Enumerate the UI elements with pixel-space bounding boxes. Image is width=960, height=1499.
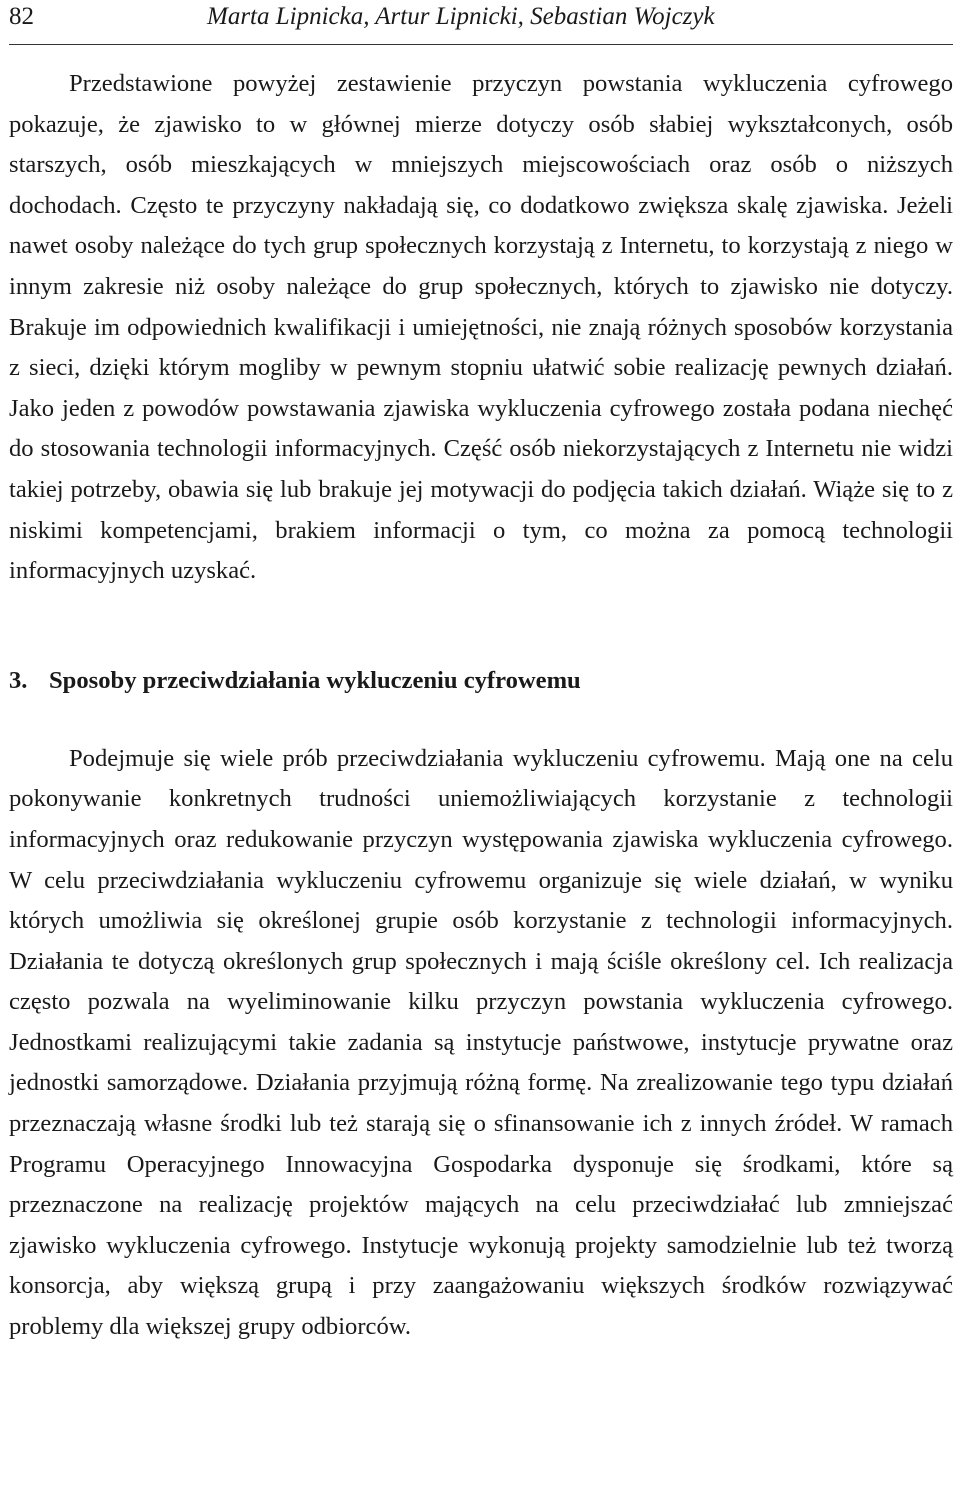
page-number: 82 [9, 3, 34, 30]
running-header [9, 0, 953, 45]
body-paragraph: Podejmuje się wiele prób przeciwdziałania wykluczeniu cyfrowemu. Mają one na celu pokonywanie konkretnych trudności uniemożliwiających korzystanie z technologii informacyjnych oraz redukowanie przyczyn występowania zjawiska wykluczenia cyfrowego. W celu przeciwdziałania wykluczeniu cyfrowemu organizuje się wiele działań, w wyniku których umożliwia się określonej grupie osób korzystanie z technologii informacyjnych. Działania te dotyczą określonych grup społecznych i mają ściśle określony cel. Ich realizacja często pozwala na wyeliminowanie kilku przyczyn powstania wykluczenia cyfrowego. Jednostkami realizującymi takie zadania są instytucje państwowe, instytucje prywatne oraz jednostki samorządowe. Działania przyjmują różną formę. Na zrealizowanie tego typu działań przeznaczają własne środki lub też starają się o sfinansowanie ich z innych źródeł. W ramach Programu Operacyjnego Innowacyjna Gospodarka dysponuje się środkami, które są przeznaczone na realizację projektów mających na celu przeciwdziałać lub zmniejszać zjawisko wykluczenia cyfrowego. Instytucje wykonują projekty samodzielnie lub też tworzą konsorcja, aby większą grupą i przy zaangażowaniu większych środków rozwiązywać problemy dla większej grupy odbiorców. [9, 744, 953, 1341]
section-number: 3. [9, 666, 28, 694]
section-heading [9, 661, 953, 701]
running-header-authors: Marta Lipnicka, Artur Lipnicki, Sebastian Wojczyk [207, 3, 715, 30]
book-page [9, 0, 953, 1348]
body-paragraph: Przedstawione powyżej zestawienie przyczyn powstania wykluczenia cyfrowego pokazuje, że zjawisko to w głównej mierze dotyczy osób słabiej wykształconych, osób starszych, osób mieszkających w mniejszych miejscowościach oraz osób o niższych dochodach. Często te przyczyny nakładają się, co dodatkowo zwiększa skalę zjawiska. Jeżeli nawet osoby należące do tych grup społecznych korzystają z Internetu, to korzystają z niego w innym zakresie niż osoby należące do grup społecznych, których to zjawisko nie dotyczy. Brakuje im odpowiednich kwalifikacji i umiejętności, nie znają różnych sposobów korzystania z sieci, dzięki którym mogliby w pewnym stopniu ułatwić sobie realizację pewnych działań. Jako jeden z powodów powstawania zjawiska wykluczenia cyfrowego została podana niechęć do stosowania technologii informacyjnych. Część osób niekorzystających z Internetu nie widzi takiej potrzeby, obawia się lub brakuje jej motywacji do podjęcia takich działań. Wiąże się to z niskimi kompetencjami, brakiem informacji o tym, co można za pomocą technologii informacyjnych uzyskać. [9, 70, 953, 585]
section-title: Sposoby przeciwdziałania wykluczeniu cyfrowemu [49, 666, 581, 694]
